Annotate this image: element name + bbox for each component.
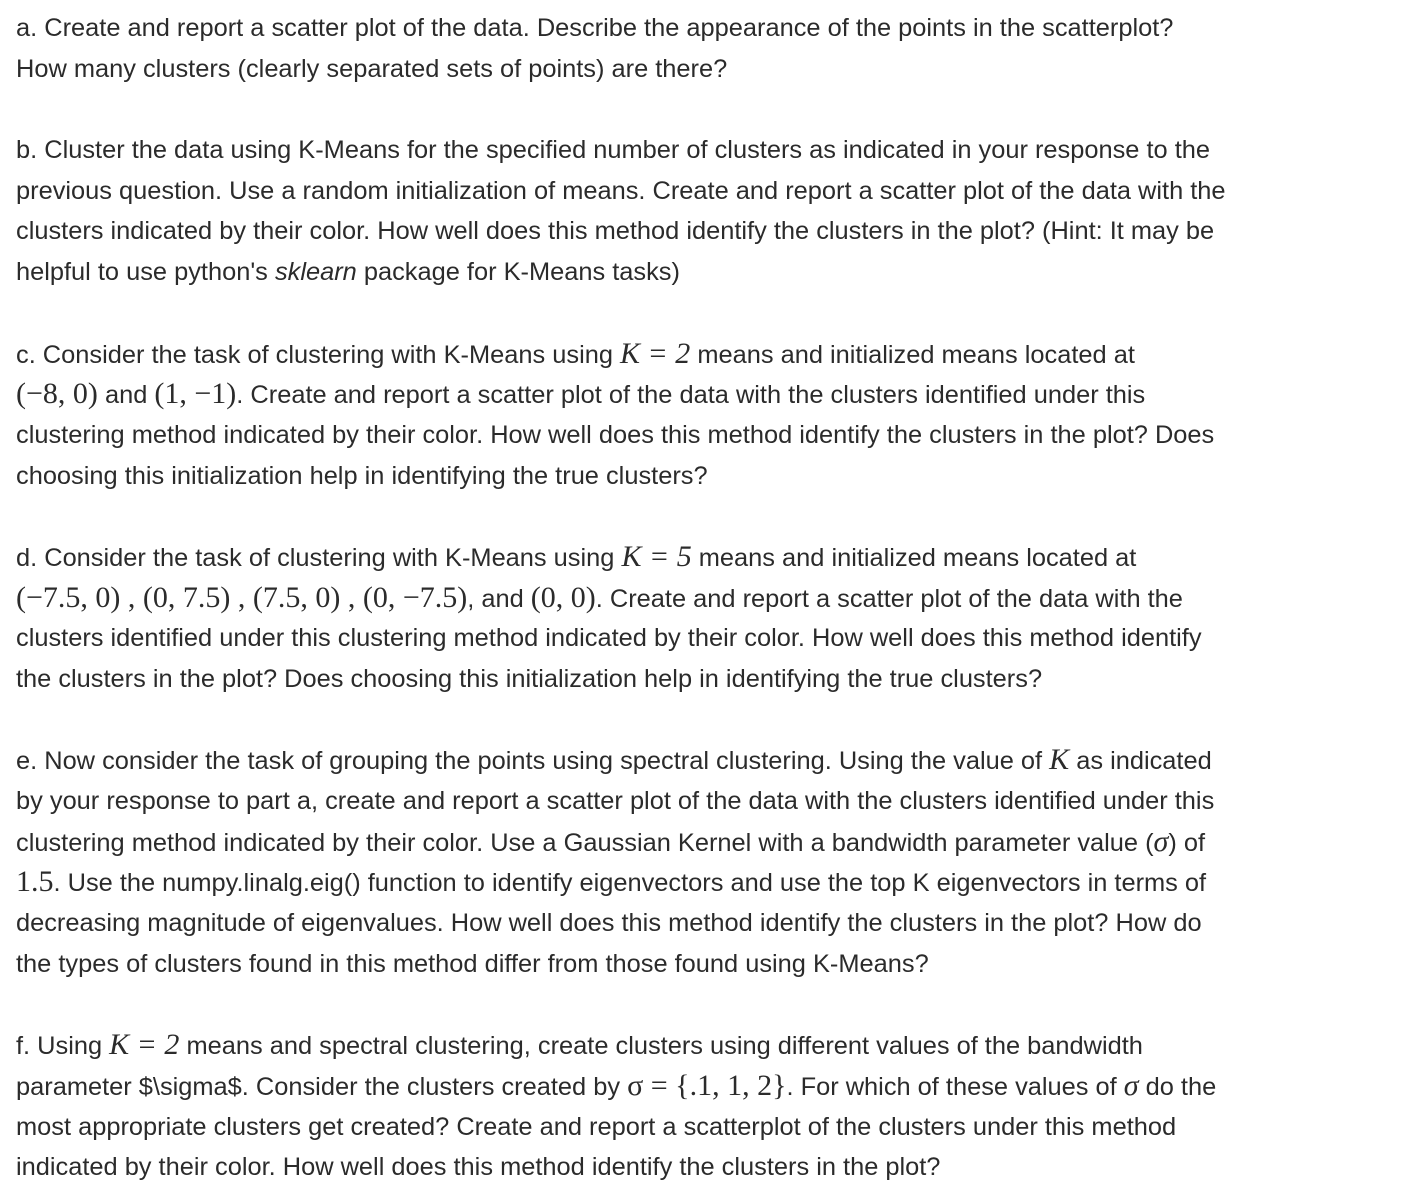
question-b — [16, 130, 1413, 293]
text: clustering method indicated by their color. Use a Gaussian Kernel with a bandwidth parameter value ( — [16, 828, 1154, 857]
math-k-equals-2: K = 2 — [620, 336, 691, 370]
paragraph-gap — [16, 985, 1413, 1026]
paragraph-gap — [16, 293, 1413, 334]
math-points-list: (−7.5, 0) , (0, 7.5) , (7.5, 0) , (0, −7.5) — [16, 580, 468, 614]
math-point-1: (−8, 0) — [16, 377, 98, 411]
question-c — [16, 334, 1413, 497]
question-c-line-4: choosing this initialization help in identifying the true clusters? — [16, 461, 708, 490]
question-f-line-2 — [16, 1066, 1413, 1107]
question-c-line-1 — [16, 334, 1413, 375]
question-d-line-2 — [16, 578, 1413, 619]
question-d — [16, 537, 1413, 700]
text: as indicated — [1069, 747, 1212, 776]
question-f-line-4: indicated by their color. How well does this method identify the clusters in the plot? — [16, 1153, 941, 1182]
math-sigma: σ — [1153, 824, 1169, 858]
text: c. Consider the task of clustering with K-Means using — [16, 340, 621, 369]
paragraph-gap — [16, 700, 1413, 741]
question-e-line-5: decreasing magnitude of eigenvalues. How well does this method identify the clusters in the plot? How do — [16, 909, 1202, 938]
question-e-line-6: the types of clusters found in this method differ from those found using K-Means? — [16, 949, 929, 978]
question-e-line-4 — [16, 862, 1413, 903]
text: , and — [467, 584, 531, 613]
document-body — [16, 8, 1413, 1188]
question-c-line-2 — [16, 374, 1413, 415]
text: parameter $\sigma$. Consider the clusters created by — [16, 1072, 628, 1101]
text: d. Consider the task of clustering with K-Means using — [16, 543, 622, 572]
question-f-line-3: most appropriate clusters get created? Create and report a scatterplot of the clusters under this method — [16, 1112, 1177, 1141]
question-e-line-1 — [16, 740, 1413, 781]
question-a-line-1: a. Create and report a scatter plot of the data. Describe the appearance of the points in the scatterplot? — [16, 14, 1174, 42]
question-e-line-2: by your response to part a, create and report a scatter plot of the data with the clusters identified under this — [16, 787, 1215, 816]
question-c-line-3: clustering method indicated by their color. How well does this method identify the clusters in the plot? Does — [16, 420, 1215, 449]
math-k: K — [1049, 743, 1070, 777]
text: . Use the numpy.linalg.eig() function to identify eigenvectors and use the top K eigenvectors in terms of — [53, 869, 1207, 898]
question-b-line-2: previous question. Use a random initialization of means. Create and report a scatter plot of the data with the — [16, 176, 1226, 205]
math-bandwidth-value: 1.5 — [16, 865, 54, 899]
paragraph-gap — [16, 496, 1413, 537]
question-e-line-3 — [16, 822, 1413, 863]
question-b-line-1: b. Cluster the data using K-Means for the specified number of clusters as indicated in your response to the — [16, 136, 1211, 165]
text: do the — [1138, 1072, 1217, 1101]
paragraph-gap — [16, 89, 1413, 130]
question-e — [16, 740, 1413, 984]
text: . Create and report a scatter plot of the data with the — [595, 584, 1183, 613]
text: means and initialized means located at — [690, 340, 1135, 369]
math-sigma-set: σ = {.1, 1, 2} — [627, 1068, 787, 1102]
text: and — [97, 381, 155, 410]
question-b-line-3: clusters indicated by their color. How well does this method identify the clusters in the plot? (Hint: It may be — [16, 217, 1215, 246]
question-f — [16, 1025, 1413, 1188]
sklearn-emphasis: sklearn — [274, 258, 357, 287]
text: ) of — [1168, 828, 1206, 857]
question-d-line-1 — [16, 537, 1413, 578]
text: means and initialized means located at — [691, 543, 1137, 572]
math-sigma: σ — [1123, 1068, 1139, 1102]
question-d-line-3: clusters identified under this clustering method indicated by their color. How well does this method identify — [16, 624, 1202, 653]
text: means and spectral clustering, create clusters using different values of the bandwidth — [179, 1032, 1143, 1061]
text: . Create and report a scatter plot of the data with the clusters identified under this — [236, 381, 1146, 410]
math-point-2: (1, −1) — [154, 377, 237, 411]
question-a-line-2: How many clusters (clearly separated sets of points) are there? — [16, 54, 728, 83]
question-d-line-4: the clusters in the plot? Does choosing this initialization help in identifying the true clusters? — [16, 665, 1043, 693]
math-k-equals-2: K = 2 — [109, 1028, 180, 1062]
math-point-origin: (0, 0) — [530, 580, 596, 614]
text: package for K-Means tasks) — [356, 258, 680, 287]
question-a — [16, 8, 1413, 89]
text: helpful to use python's — [16, 258, 275, 287]
text: f. Using — [16, 1032, 110, 1061]
question-b-line-4 — [16, 252, 1413, 293]
math-k-equals-5: K = 5 — [621, 539, 692, 573]
text: . For which of these values of — [786, 1072, 1124, 1101]
text: e. Now consider the task of grouping the points using spectral clustering. Using the value of — [16, 747, 1050, 776]
question-f-line-1 — [16, 1025, 1413, 1066]
